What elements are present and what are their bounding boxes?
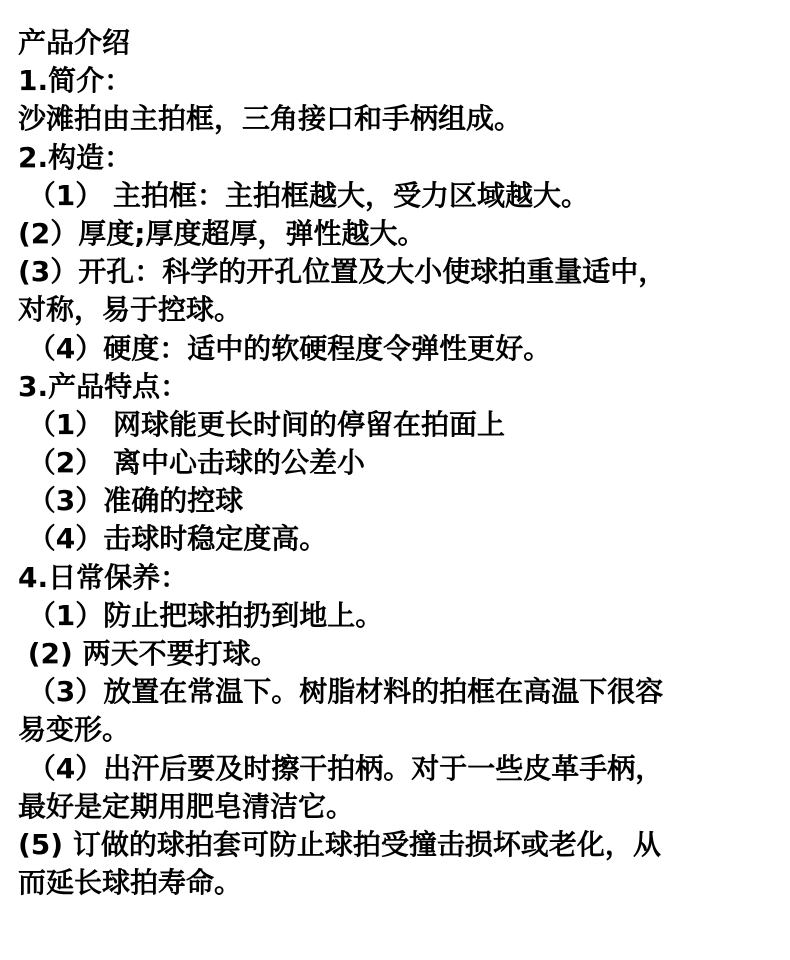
- construction-item-3-continued: 对称，易于控球。: [18, 293, 243, 327]
- heading-maintenance: 4.日常保养：: [18, 560, 189, 594]
- construction-item-1: （1） 主拍框：主拍框越大，受力区域越大。: [18, 178, 589, 212]
- maintenance-item-2: (2) 两天不要打球。: [18, 637, 279, 670]
- heading-features: 3.产品特点：: [18, 369, 189, 403]
- construction-item-2: (2）厚度;厚度超厚，弹性越大。: [18, 216, 426, 250]
- feature-item-4: （4）击球时稳定度高。: [18, 522, 328, 556]
- feature-item-2: （2） 离中心击球的公差小: [18, 446, 365, 480]
- maintenance-item-3: （3）放置在常温下。树脂材料的拍框在高温下很容: [18, 675, 664, 709]
- intro-text: 沙滩拍由主拍框，三角接口和手柄组成。: [18, 102, 523, 136]
- maintenance-item-3-continued: 易变形。: [18, 713, 131, 747]
- construction-item-3: (3）开孔：科学的开孔位置及大小使球拍重量适中，: [18, 255, 667, 289]
- maintenance-item-5-continued: 而延长球拍寿命。: [18, 866, 243, 900]
- maintenance-item-1: （1）防止把球拍扔到地上。: [18, 598, 384, 632]
- construction-item-4: （4）硬度：适中的软硬程度令弹性更好。: [18, 331, 552, 365]
- maintenance-item-4: （4）出汗后要及时擦干拍柄。对于一些皮革手柄，: [18, 751, 664, 785]
- maintenance-item-5: (5) 订做的球拍套可防止球拍受撞击损坏或老化，从: [18, 827, 661, 861]
- product-description-document: [18, 24, 778, 902]
- maintenance-item-4-continued: 最好是定期用肥皂清洁它。: [18, 789, 355, 823]
- section-title-product-intro: 产品介绍: [18, 26, 131, 59]
- heading-construction: 2.构造：: [18, 140, 133, 174]
- feature-item-3: （3）准确的控球: [18, 484, 244, 518]
- feature-item-1: （1） 网球能更长时间的停留在拍面上: [18, 407, 505, 441]
- heading-introduction: 1.简介：: [18, 64, 133, 98]
